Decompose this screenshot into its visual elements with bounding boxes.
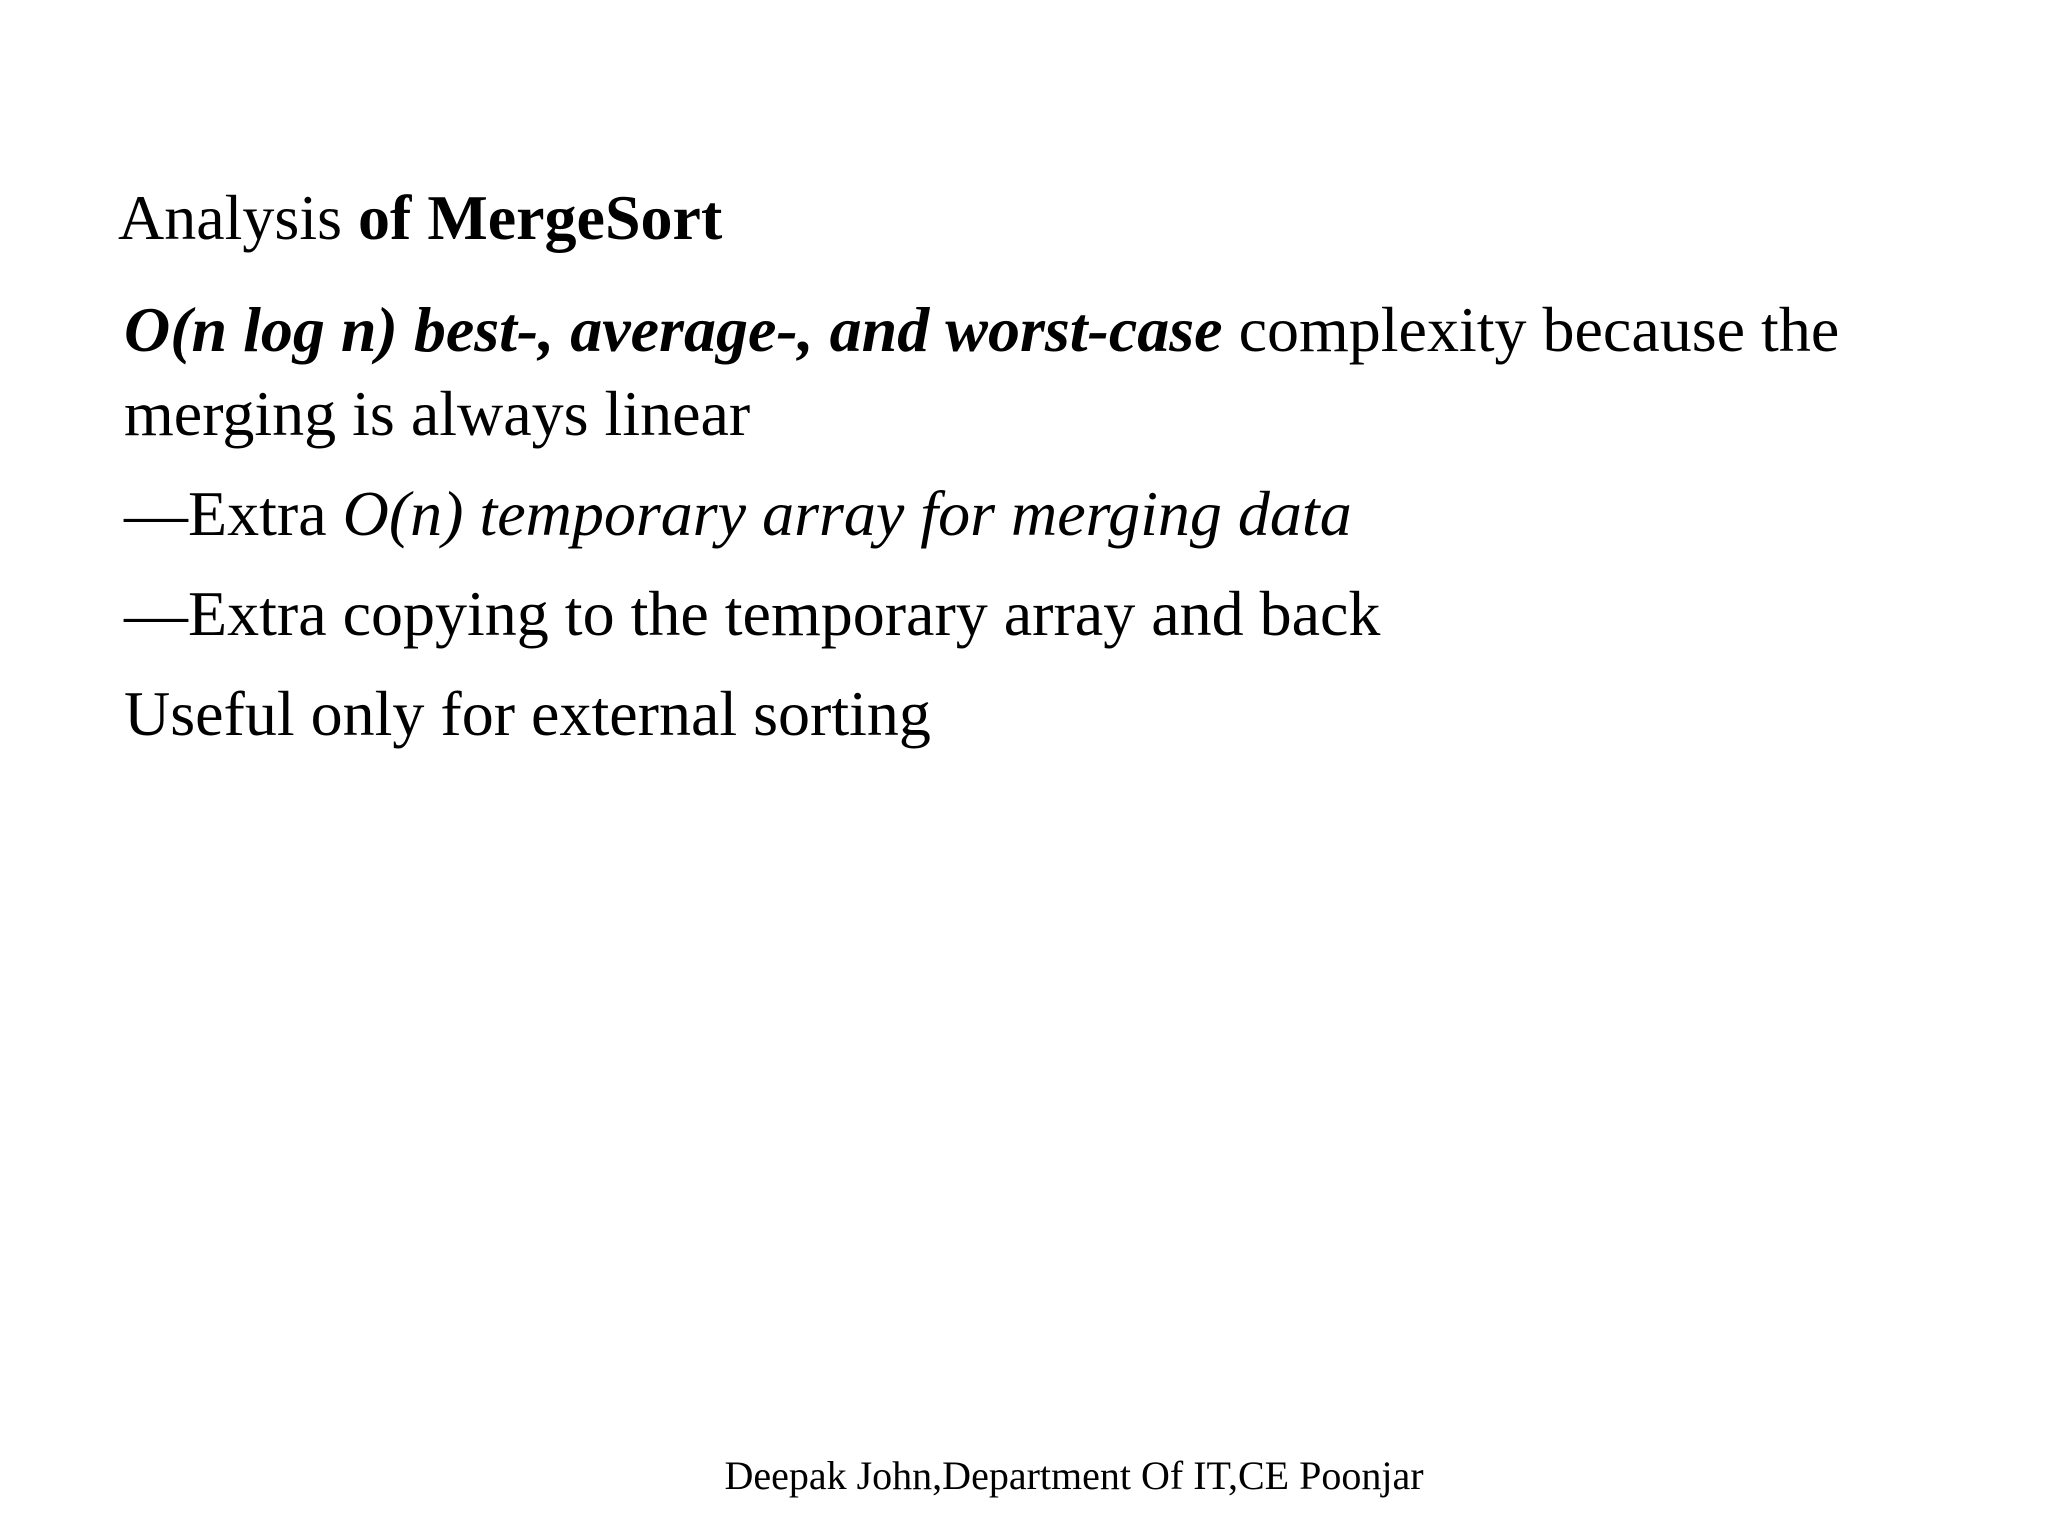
- slide-body: [124, 288, 2024, 756]
- copying-text: Extra copying to the temporary array and back: [188, 578, 1381, 649]
- paragraph-complexity: [124, 288, 2024, 456]
- complexity-emphasis: O(n log n) best-, average-, and worst-case: [124, 294, 1223, 365]
- slide-title-bold: of MergeSort: [358, 182, 723, 253]
- external-sorting-text: Useful only for external sorting: [124, 678, 931, 749]
- slide-title: [118, 178, 722, 258]
- paragraph-copying: [124, 572, 2024, 656]
- dash-glyph: —: [124, 578, 188, 649]
- temp-array-plain: Extra: [188, 478, 343, 549]
- slide-title-plain: Analysis: [118, 182, 358, 253]
- paragraph-temp-array: [124, 472, 2024, 556]
- slide-footer: Deepak John,Department Of IT,CE Poonjar: [724, 1453, 1424, 1498]
- dash-glyph: —: [124, 478, 188, 549]
- paragraph-external-sorting: [124, 672, 2024, 756]
- complexity-text: complexity because the merging is always linear: [124, 294, 1840, 449]
- temp-array-italic: O(n) temporary array for merging data: [342, 478, 1352, 549]
